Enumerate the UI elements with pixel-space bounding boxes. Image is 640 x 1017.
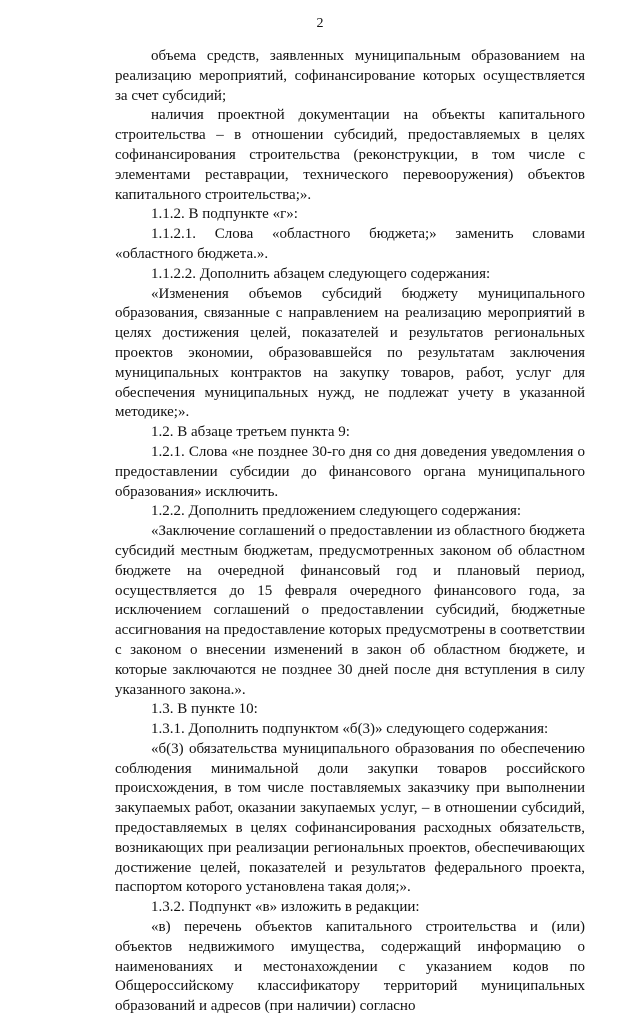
paragraph-7: 1.2. В абзаце третьем пункта 9: xyxy=(151,424,350,441)
paragraph-14: 1.3.2. Подпункт «в» изложить в редакции: xyxy=(151,899,420,916)
paragraph-11: 1.3. В пункте 10: xyxy=(151,701,258,718)
paragraph-6: «Изменения объемов субсидий бюджету муниципального образования, связанные с направлением на реализацию мероприятий в целях достижения целей, показателей и результатов региональных проектов экономии, образовавшейся по результатам заключения муниципальных контрактов на закупку товаров, работ, услуг для обеспечения муниципальных нужд, не подлежат учету в указанной методике;». xyxy=(115,285,585,421)
paragraph-8: 1.2.1. Слова «не позднее 30-го дня со дня доведения уведомления о предоставлении субсидии до финансового органа муниципального образования» исключить. xyxy=(115,443,585,500)
paragraph-15: «в) перечень объектов капитального строительства и (или) объектов недвижимого имущества, содержащий информацию о наименованиях и местонахождении с указанием кодов по Общероссийскому классификатору территорий муниципальных образований и адресов (при наличии) согласно xyxy=(115,919,585,1015)
paragraph-12: 1.3.1. Дополнить подпунктом «б(3)» следующего содержания: xyxy=(151,721,549,738)
page-number: 2 xyxy=(316,16,324,31)
document-body xyxy=(115,47,585,1017)
paragraph-1: объема средств, заявленных муниципальным образованием на реализацию мероприятий, софинансирование которых осуществляется за счет субсидий; xyxy=(115,48,585,104)
paragraph-4: 1.1.2.1. Слова «областного бюджета;» заменить словами «областного бюджета.». xyxy=(115,226,585,262)
paragraph-5: 1.1.2.2. Дополнить абзацем следующего содержания: xyxy=(151,265,491,282)
paragraph-2: наличия проектной документации на объекты капитального строительства – в отношении субсидий, предоставляемых в целях софинансирования строительства (реконструкции, в том числе с элементами реставрации, технического перевооружения) объектов капитального строительства;». xyxy=(115,107,585,203)
paragraph-3: 1.1.2. В подпункте «г»: xyxy=(151,206,298,223)
paragraph-13: «б(3) обязательства муниципального образования по обеспечению соблюдения минимальной доли закупки товаров российского происхождения, в том числе поставляемых заказчику при выполнении закупаемых работ, оказании закупаемых услуг, – в отношении субсидий, предоставляемых в целях софинансирования расходных обязательств, возникающих при реализации региональных проектов, обеспечивающих достижение целей, показателей и результатов федерального проекта, паспортом которого установлена такая доля;». xyxy=(115,740,585,896)
paragraph-10: «Заключение соглашений о предоставлении из областного бюджета субсидий местным бюджетам, предусмотренных законом об областном бюджете на очередной финансовый год и плановый период, осуществляется до 15 февраля очередного финансового года, за исключением соглашений о предоставлении субсидий, бюджетные ассигнования на предоставление которых предусмотрены в соответствии с законом о внесении изменений в закон об областном бюджете, и которые заключаются не позднее 30 дней после дня вступления в силу указанного закона.». xyxy=(115,523,585,698)
paragraph-9: 1.2.2. Дополнить предложением следующего содержания: xyxy=(151,503,522,520)
